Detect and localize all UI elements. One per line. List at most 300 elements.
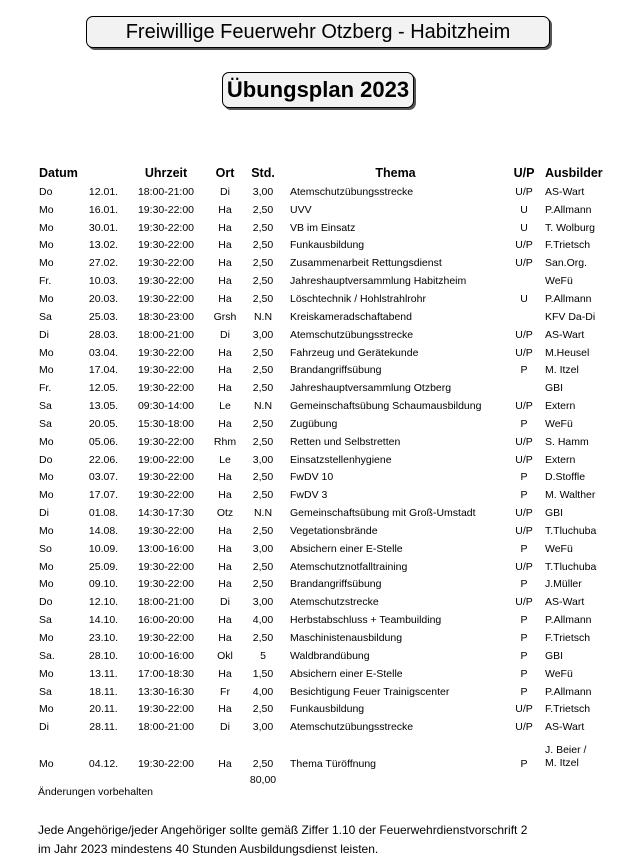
topic-cell: Zugübung [290,417,338,430]
date-cell: 10.03. [88,275,119,288]
instructor-cell: T. Wolburg [545,221,595,234]
type-cell: P [520,632,528,645]
time-cell: 19:30-22:00 [137,221,195,234]
date-cell: 05.06. [88,435,119,448]
instructor-cell: P.Allmann [545,203,592,216]
type-cell: U/P [515,185,533,198]
instructor-line-2: M. Itzel [545,757,579,770]
date-cell: 20.11. [89,703,118,716]
table-row [36,361,606,379]
table-row [36,344,606,362]
time-cell: 19:30-22:00 [137,632,195,645]
location-cell: Le [219,453,231,466]
topic-cell: Funkausbildung [290,239,365,252]
type-cell: P [520,685,528,698]
hours-cell: 2,50 [252,239,274,252]
topic-cell: Gemeinschaftsübung Schaumausbildung [290,400,482,413]
weekday-cell: Mo [39,221,54,234]
hours-cell: 3,00 [252,453,274,466]
hours-cell: 2,50 [252,364,274,377]
table-body [36,183,606,788]
type-cell: U/P [515,453,533,466]
weekday-cell: Di [39,328,49,341]
date-cell: 17.04. [88,364,119,377]
weekday-cell: Mo [39,489,54,502]
location-cell: Rhm [213,435,237,448]
table-row [36,522,606,540]
type-cell: P [520,542,528,555]
weekday-cell: Mo [39,239,54,252]
instructor-cell: S. Hamm [545,435,589,448]
table-row [36,379,606,397]
plan-title: Übungsplan 2023 [222,72,414,108]
table-row [36,700,606,718]
topic-cell: Atemschutzstrecke [290,596,379,609]
hours-cell: 3,00 [252,721,274,734]
location-cell: Ha [218,471,232,484]
hours-cell: N.N [253,310,273,323]
type-cell: P [520,614,528,627]
table-row [36,272,606,290]
hours-cell: 4,00 [252,685,274,698]
topic-cell: Absichern einer E-Stelle [290,542,403,555]
type-cell: U/P [515,239,533,252]
date-cell: 04.12. [88,758,119,771]
location-cell: Ha [218,275,232,288]
time-cell: 19:30-22:00 [137,758,195,771]
date-cell: 14.10. [88,614,119,627]
time-cell: 13:00-16:00 [137,542,195,555]
time-cell: 17:00-18:30 [137,667,195,680]
location-cell: Di [220,596,230,609]
type-cell: U/P [515,596,533,609]
location-cell: Ha [218,489,232,502]
location-cell: Okl [217,649,233,662]
topic-cell: Gemeinschaftsübung mit Groß-Umstadt [290,507,476,520]
weekday-cell: Di [39,721,49,734]
type-cell: U/P [515,435,533,448]
hours-cell: 2,50 [252,435,274,448]
column-header-ort: Ort [215,166,235,180]
type-cell: U/P [515,257,533,270]
location-cell: Ha [218,614,232,627]
location-cell: Ha [218,346,232,359]
topic-cell: FwDV 3 [290,489,328,502]
training-schedule-table [36,163,606,788]
table-row [36,201,606,219]
instructor-cell: GBI [545,382,564,395]
type-cell: P [520,417,528,430]
hours-cell: 2,50 [252,489,274,502]
date-cell: 28.11. [89,721,118,734]
instructor-cell: WeFü [545,542,573,555]
hours-cell: 2,50 [252,292,274,305]
location-cell: Otz [216,507,234,520]
hours-cell: 5 [260,649,266,662]
time-cell: 10:00-16:00 [137,649,195,662]
type-cell: P [520,667,528,680]
table-row [36,451,606,469]
topic-cell: FwDV 10 [290,471,334,484]
table-header-row [36,163,606,183]
time-cell: 19:30-22:00 [137,703,195,716]
hours-cell: 2,50 [252,382,274,395]
type-cell: P [520,364,528,377]
table-row [36,629,606,647]
type-cell: P [520,649,528,662]
instructor-line-1: J. Beier / [545,744,587,757]
instructor-cell: WeFü [545,667,573,680]
time-cell: 19:30-22:00 [137,346,195,359]
table-row [36,326,606,344]
time-cell: 19:00-22:00 [137,453,195,466]
date-cell: 03.04. [88,346,119,359]
location-cell: Ha [218,239,232,252]
instructor-cell: P.Allmann [545,614,592,627]
topic-cell: UVV [290,203,312,216]
instructor-cell: M.Heusel [545,346,590,359]
table-row [36,647,606,665]
column-header-ausbilder: Ausbilder [545,166,603,180]
hours-cell: 2,50 [252,578,274,591]
weekday-cell: Mo [39,471,54,484]
date-cell: 14.08. [88,524,119,537]
weekday-cell: Mo [39,578,54,591]
instructor-cell: AS-Wart [545,185,585,198]
instructor-cell: J.Müller [545,578,582,591]
topic-cell: Waldbrandübung [290,649,370,662]
time-cell: 19:30-22:00 [137,292,195,305]
location-cell: Ha [218,382,232,395]
table-row-last [36,736,606,772]
weekday-cell: Mo [39,703,54,716]
type-cell [509,379,539,397]
topic-cell: Einsatzstellenhygiene [290,453,392,466]
table-row [36,415,606,433]
time-cell: 19:30-22:00 [137,239,195,252]
topic-cell: Zusammenarbeit Rettungsdienst [290,257,442,270]
time-cell: 18:00-21:00 [137,185,195,198]
hours-cell: 3,00 [252,542,274,555]
type-cell: U/P [515,703,533,716]
date-cell: 28.03. [88,328,119,341]
time-cell: 13:30-16:30 [137,685,195,698]
topic-cell: VB im Einsatz [290,221,356,234]
location-cell: Ha [218,667,232,680]
topic-cell: Vegetationsbrände [290,524,378,537]
table-row [36,593,606,611]
type-cell [509,308,539,326]
location-cell: Ha [218,560,232,573]
location-cell: Fr [220,685,230,698]
type-cell: P [520,471,528,484]
time-cell: 09:30-14:00 [137,400,195,413]
date-cell: 18.11. [89,685,118,698]
weekday-cell: Do [39,596,53,609]
location-cell: Ha [218,257,232,270]
table-row [36,504,606,522]
type-cell: P [520,758,528,771]
time-cell: 18:00-21:00 [137,328,195,341]
table-row [36,683,606,701]
instructor-cell: P.Allmann [545,292,592,305]
date-cell: 20.03. [88,292,119,305]
location-cell: Ha [218,578,232,591]
type-cell [509,272,539,290]
type-cell: U/P [515,721,533,734]
type-cell: U/P [515,346,533,359]
time-cell: 18:30-23:00 [137,310,195,323]
topic-cell: Atemschutzübungsstrecke [290,185,414,198]
table-row [36,718,606,736]
type-cell: U [520,221,528,234]
weekday-cell: Mo [39,364,54,377]
hours-cell: 3,00 [252,596,274,609]
column-header-thema: Thema [375,166,416,180]
instructor-cell: Extern [545,400,576,413]
weekday-cell: Mo [39,435,54,448]
type-cell: U/P [515,560,533,573]
table-row [36,290,606,308]
instructor-cell: M. Walther [545,489,596,502]
weekday-cell: Do [39,185,53,198]
location-cell: Ha [218,542,232,555]
date-cell: 25.09. [88,560,119,573]
topic-cell: Löschtechnik / Hohlstrahlrohr [290,292,426,305]
location-cell: Di [220,185,230,198]
topic-cell: Atemschutzübungsstrecke [290,328,414,341]
column-header-up: U/P [513,166,535,180]
table-row [36,576,606,594]
topic-cell: Brandangriffsübung [290,578,382,591]
hours-cell: 2,50 [252,257,274,270]
location-cell: Di [220,328,230,341]
instructor-cell: F.Trietsch [545,239,591,252]
topic-cell: Jahreshauptversammlung Habitzheim [290,275,467,288]
hours-cell: N.N [253,400,273,413]
weekday-cell: Do [39,453,53,466]
hours-cell: 2,50 [252,632,274,645]
column-header-std: Std. [251,166,275,180]
hours-cell: 2,50 [252,221,274,234]
topic-cell: Herbstabschluss + Teambuilding [290,614,442,627]
instructor-cell: GBI [545,507,564,520]
table-row [36,219,606,237]
weekday-cell: Mo [39,203,54,216]
weekday-cell: Mo [39,346,54,359]
topic-cell: Funkausbildung [290,703,365,716]
weekday-cell: Sa [39,685,52,698]
date-cell: 12.10. [88,596,119,609]
weekday-cell: Mo [39,257,54,270]
type-cell: U/P [515,524,533,537]
instructor-cell: M. Itzel [545,364,579,377]
topic-cell: Maschinistenausbildung [290,632,403,645]
time-cell: 19:30-22:00 [137,382,195,395]
table-row [36,540,606,558]
instructor-cell: Extern [545,453,576,466]
weekday-cell: Mo [39,524,54,537]
location-cell: Le [219,400,231,413]
requirement-note-line-2: im Jahr 2023 mindestens 40 Stunden Ausbildungsdienst leisten. [38,842,379,856]
type-cell: U/P [515,507,533,520]
hours-cell: 2,50 [252,560,274,573]
weekday-cell: Mo [39,292,54,305]
weekday-cell: Mo [39,632,54,645]
time-cell: 19:30-22:00 [137,524,195,537]
instructor-cell: AS-Wart [545,721,585,734]
topic-cell: Besichtigung Feuer Trainigscenter [290,685,450,698]
weekday-cell: Sa [39,614,52,627]
instructor-cell: AS-Wart [545,328,585,341]
time-cell: 19:30-22:00 [137,435,195,448]
requirement-note [38,821,527,859]
table-row [36,308,606,326]
location-cell: Ha [218,203,232,216]
location-cell: Ha [218,703,232,716]
date-cell: 12.01. [88,185,119,198]
instructor-cell: T.Tluchuba [545,524,597,537]
topic-cell: Atemschutznotfalltraining [290,560,408,573]
table-row [36,183,606,201]
instructor-cell: GBI [545,649,564,662]
date-cell: 20.05. [88,417,119,430]
weekday-cell: Sa [39,417,52,430]
hours-cell: 2,50 [252,346,274,359]
type-cell: U/P [515,328,533,341]
topic-cell: Brandangriffsübung [290,364,382,377]
instructor-cell: T.Tluchuba [545,560,597,573]
table-row [36,237,606,255]
time-cell: 19:30-22:00 [137,275,195,288]
time-cell: 19:30-22:00 [137,364,195,377]
time-cell: 15:30-18:00 [137,417,195,430]
location-cell: Ha [218,632,232,645]
instructor-cell: AS-Wart [545,596,585,609]
date-cell: 03.07. [88,471,119,484]
date-cell: 09.10. [88,578,119,591]
table-row [36,254,606,272]
topic-cell: Retten und Selbstretten [290,435,401,448]
location-cell: Grsh [213,310,237,323]
table-row [36,433,606,451]
weekday-cell: Fr. [39,275,52,288]
location-cell: Ha [218,758,232,771]
topic-cell: Atemschutzübungsstrecke [290,721,414,734]
total-hours: 80,00 [249,774,277,787]
location-cell: Ha [218,417,232,430]
topic-cell: Jahreshauptversammlung Otzberg [290,382,452,395]
time-cell: 16:00-20:00 [137,614,195,627]
date-cell: 22.06. [88,453,119,466]
time-cell: 19:30-22:00 [137,257,195,270]
weekday-cell: Sa [39,400,52,413]
requirement-note-line-1: Jede Angehörige/jeder Angehöriger sollte gemäß Ziffer 1.10 der Feuerwehrdienstvorschrift 2 [38,823,528,837]
type-cell: U [520,292,528,305]
instructor-cell: San.Org. [545,257,588,270]
time-cell: 18:00-21:00 [137,596,195,609]
instructor-cell: WeFü [545,417,573,430]
location-cell: Ha [218,221,232,234]
location-cell: Ha [218,524,232,537]
time-cell: 19:30-22:00 [137,578,195,591]
instructor-cell: WeFü [545,275,573,288]
hours-cell: 2,50 [252,203,274,216]
time-cell: 19:30-22:00 [137,489,195,502]
type-cell: P [520,578,528,591]
hours-cell: 2,50 [252,758,274,771]
date-cell: 25.03. [88,310,119,323]
hours-cell: 2,50 [252,703,274,716]
weekday-cell: Mo [39,758,54,771]
time-cell: 18:00-21:00 [137,721,195,734]
instructor-cell: KFV Da-Di [545,310,596,323]
location-cell: Di [220,721,230,734]
column-header-uhrzeit: Uhrzeit [144,166,188,180]
time-cell: 19:30-22:00 [137,471,195,484]
date-cell: 13.02. [88,239,119,252]
location-cell: Ha [218,292,232,305]
hours-cell: 2,50 [252,471,274,484]
date-cell: 12.05. [88,382,119,395]
date-cell: 23.10. [88,632,119,645]
hours-cell: 3,00 [252,328,274,341]
instructor-cell: P.Allmann [545,685,592,698]
date-cell: 16.01. [88,203,119,216]
weekday-cell: Sa [39,310,52,323]
weekday-cell: Sa. [39,649,55,662]
changes-disclaimer: Änderungen vorbehalten [38,786,154,798]
hours-cell: 3,00 [252,185,274,198]
date-cell: 13.11. [89,667,118,680]
table-row [36,397,606,415]
time-cell: 14:30-17:30 [137,507,195,520]
date-cell: 17.07. [88,489,119,502]
time-cell: 19:30-22:00 [137,560,195,573]
column-header-datum: Datum [39,166,78,180]
hours-cell: 2,50 [252,524,274,537]
weekday-cell: So [39,542,52,555]
hours-cell: 2,50 [252,417,274,430]
weekday-cell: Fr. [39,382,52,395]
table-row [36,665,606,683]
instructor-cell: D.Stoffle [545,471,586,484]
time-cell: 19:30-22:00 [137,203,195,216]
hours-cell: 4,00 [252,614,274,627]
date-cell: 10.09. [88,542,119,555]
date-cell: 01.08. [88,507,119,520]
document-title: Freiwillige Feuerwehr Otzberg - Habitzheim [86,16,550,48]
table-row [36,611,606,629]
date-cell: 13.05. [88,400,119,413]
table-row [36,469,606,487]
topic-cell: Kreiskameradschaftabend [290,310,412,323]
weekday-cell: Mo [39,560,54,573]
hours-cell: 1,50 [252,667,274,680]
date-cell: 30.01. [88,221,119,234]
instructor-cell: F.Trietsch [545,632,591,645]
type-cell: U/P [515,400,533,413]
instructor-cell: F.Trietsch [545,703,591,716]
date-cell: 27.02. [88,257,119,270]
weekday-cell: Mo [39,667,54,680]
type-cell: P [520,489,528,502]
topic-cell: Thema Türöffnung [290,758,376,771]
topic-cell: Absichern einer E-Stelle [290,667,403,680]
topic-cell: Fahrzeug und Gerätekunde [290,346,419,359]
date-cell: 28.10. [88,649,119,662]
hours-cell: N.N [253,507,273,520]
